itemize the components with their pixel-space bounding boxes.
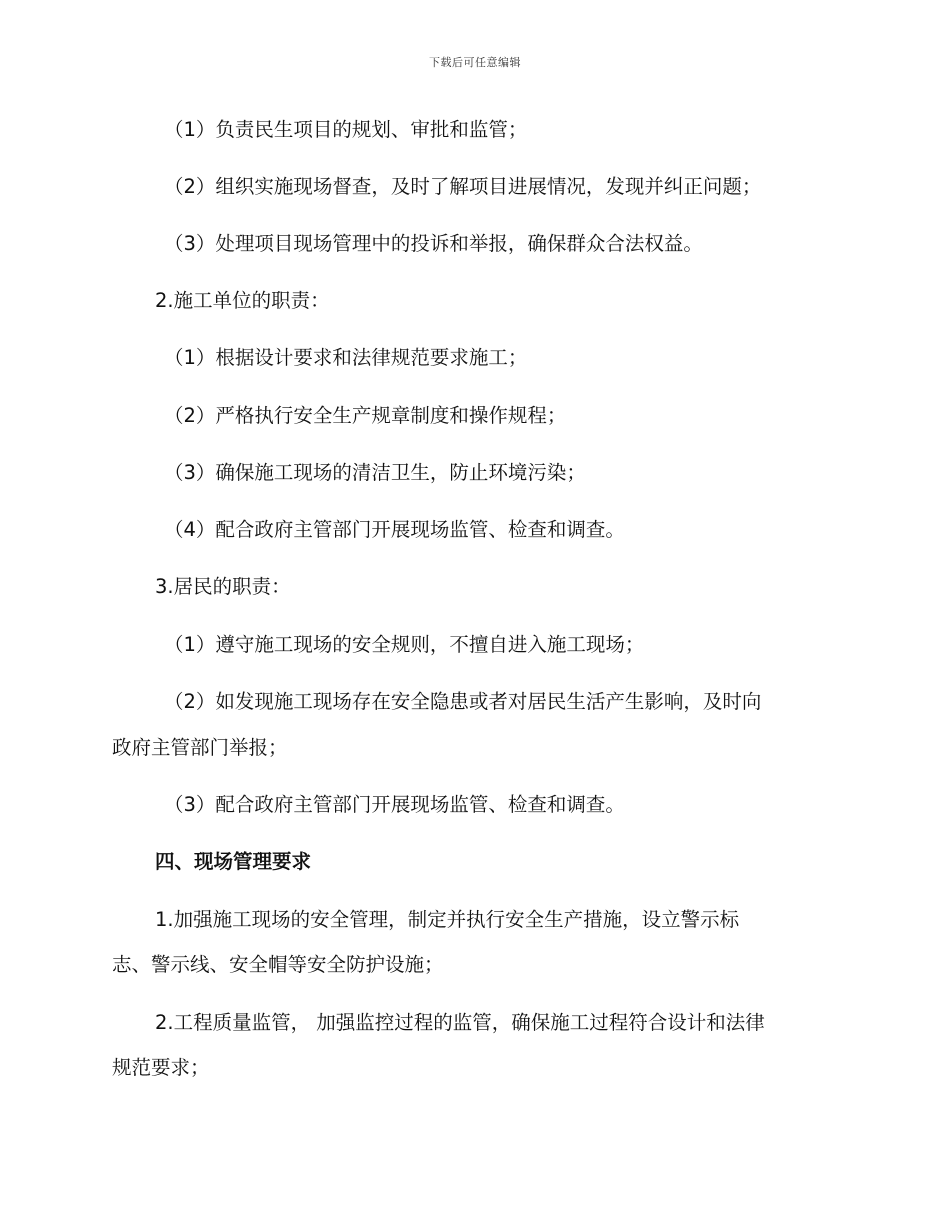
contractor-duty-item-3: （3）确保施工现场的清洁卫生，防止环境污染； [164,461,586,484]
contractor-duty-item-2: （2）严格执行安全生产规章制度和操作规程； [164,404,567,427]
section-heading-4: 四、现场管理要求 [155,850,312,873]
requirement-1-line1: 1.加强施工现场的安全管理，制定并执行安全生产措施，设立警示标 [155,908,740,931]
gov-duty-item-1: （1）负责民生项目的规划、审批和监管； [164,118,528,141]
resident-duty-item-2-line1: （2）如发现施工现场存在安全隐患或者对居民生活产生影响，及时向 [164,690,762,713]
resident-duty-item-1: （1）遵守施工现场的安全规则，不擅自进入施工现场； [164,633,645,656]
resident-duty-item-3: （3）配合政府主管部门开展现场监管、检查和调查。 [164,793,625,816]
contractor-duty-item-4: （4）配合政府主管部门开展现场监管、检查和调查。 [164,518,625,541]
requirement-2-line1: 2.工程质量监管， 加强监控过程的监管，确保施工过程符合设计和法律 [155,1011,765,1034]
section-contractor-title: 2.施工单位的职责： [155,289,330,312]
gov-duty-item-2: （2）组织实施现场督查，及时了解项目进展情况，发现并纠正问题； [164,175,762,198]
gov-duty-item-3: （3）处理项目现场管理中的投诉和举报，确保群众合法权益。 [164,232,703,255]
section-resident-title: 3.居民的职责： [155,575,291,598]
contractor-duty-item-1: （1）根据设计要求和法律规范要求施工； [164,346,528,369]
requirement-2-line2: 规范要求； [112,1056,210,1079]
resident-duty-item-2-line2: 政府主管部门举报； [112,736,288,759]
requirement-1-line2: 志、警示线、安全帽等安全防护设施； [112,953,444,976]
page-header: 下载后可任意编辑 [429,56,521,69]
